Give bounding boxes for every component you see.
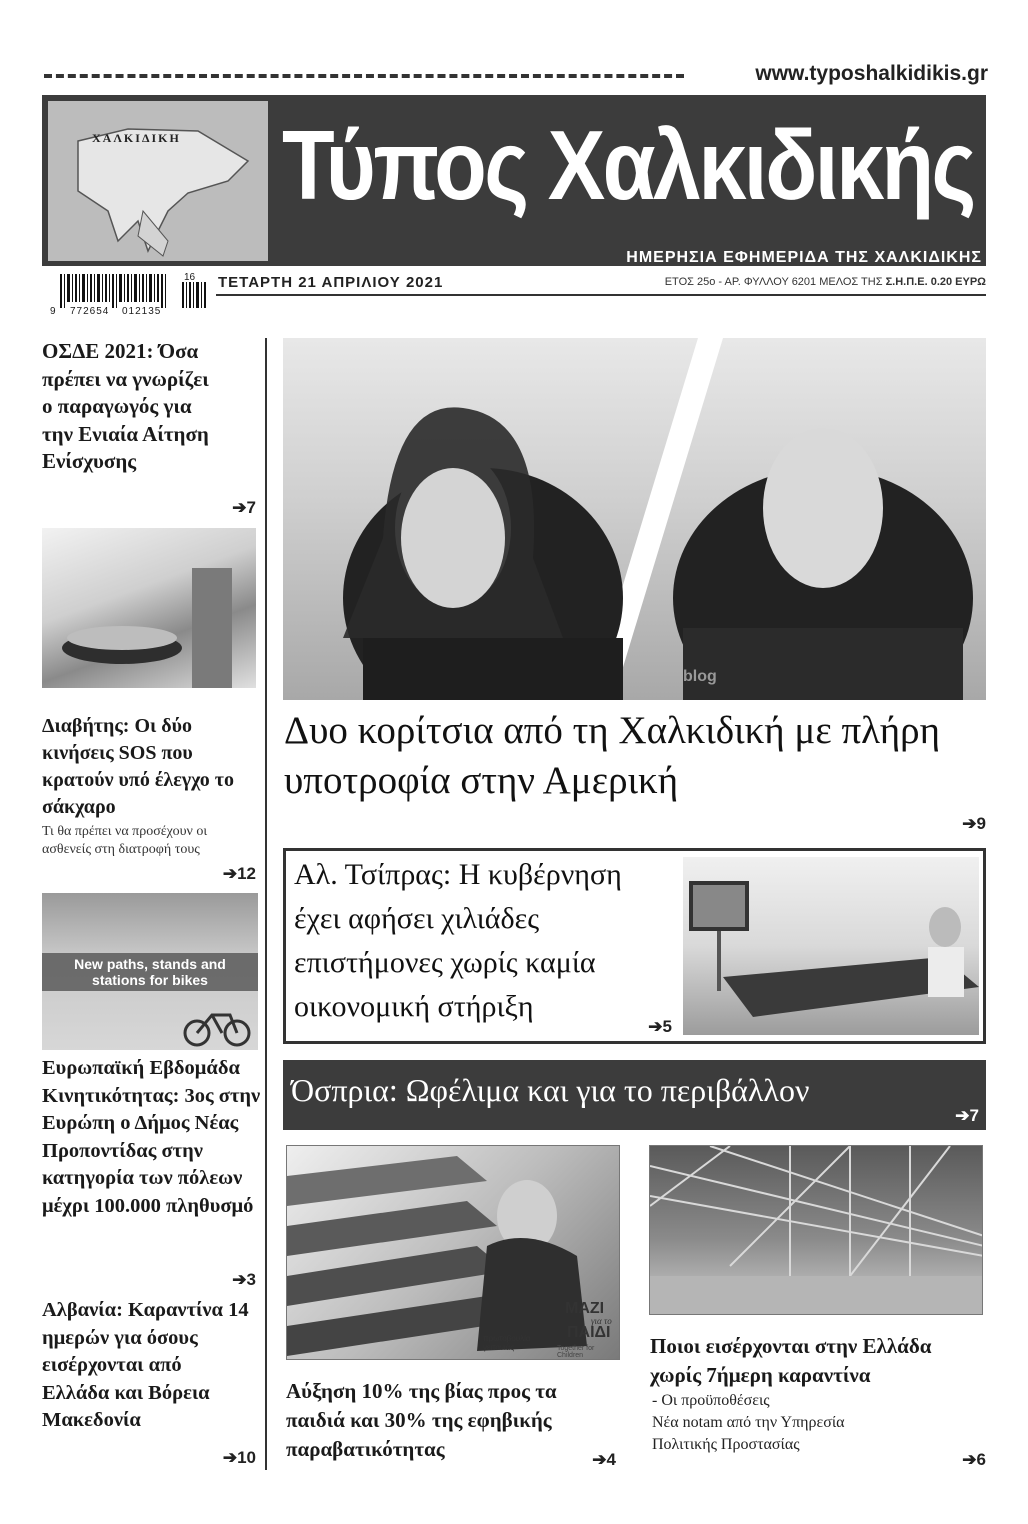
banner-ref: ➔7: [955, 1106, 979, 1125]
lead-headline[interactable]: Δυο κορίτσια από τη Χαλκιδική με πλήρη υποτροφία στην Αμερική: [284, 709, 940, 802]
sidebar-item-mobility-ref: ➔3: [232, 1270, 256, 1289]
mazi-logo-line2: για το: [591, 1316, 612, 1326]
tsipras-ref: ➔5: [648, 1017, 672, 1036]
mazi-logo-line3: ΠΑΙΔΙ: [567, 1324, 611, 1341]
issue-info: [600, 276, 986, 288]
cooking-photo: [42, 528, 256, 688]
barcode-right-digits: 012135: [122, 306, 162, 317]
sidebar-item-mobility-title[interactable]: Ευρωπαϊκή Εβδομάδα Κινητικότητας: 3ος στην Ευρώπη ο Δήμος Νέας Προποντίδας στην κατηγορία των πόλεων μέχρι 100.000 πληθυσμό: [42, 1057, 261, 1217]
barcode-left-digits: 772654: [70, 306, 110, 317]
terminal-roof-icon: [650, 1146, 983, 1315]
video-conference-icon: [683, 857, 979, 1035]
two-girls-portrait-icon: [283, 338, 986, 700]
barcode-addon: 16: [184, 272, 196, 283]
price: 0.20 ΕΥΡΩ: [930, 276, 986, 288]
masthead-title: Τύπος Χαλκιδικής: [282, 110, 974, 220]
banner-ospria[interactable]: [283, 1060, 986, 1130]
lead-ref: ➔9: [962, 814, 986, 833]
bike-paths-photo: [42, 893, 258, 1050]
website-url[interactable]: www.typoshalkidikis.gr: [755, 62, 988, 85]
masthead: [42, 95, 986, 266]
union-name: Σ.Η.Π.Ε.: [885, 276, 928, 288]
quarantine-sub1: - Οι προϋποθέσεις: [652, 1392, 770, 1409]
sidebar-item-diabetes-title[interactable]: Διαβήτης: Οι δύο κινήσεις SOS που κρατούν υπό έλεγχο το σάκχαρο: [42, 715, 234, 818]
quarantine-sub2: Νέα notam από την Υπηρεσία Πολιτικής Προστασίας: [652, 1414, 845, 1453]
issue-number: ΕΤΟΣ 25ο - ΑΡ. ΦΥΛΛΟΥ 6201 ΜΕΛΟΣ ΤΗΣ: [664, 276, 883, 288]
tsipras-photo: [683, 857, 979, 1035]
airport-terminal-photo: [649, 1145, 983, 1315]
mazi-logo-tagline: Together for Children: [557, 1345, 595, 1359]
masthead-subtitle: ΗΜΕΡΗΣΙΑ ΕΦΗΜΕΡΙΔΑ ΤΗΣ ΧΑΛΚΙΔΙΚΗΣ: [626, 249, 982, 266]
violence-headline[interactable]: Αύξηση 10% της βίας προς τα παιδιά και 30% της εφηβικής παραβατικότητας: [286, 1379, 557, 1461]
sidebar-item-diabetes-ref: ➔12: [222, 864, 256, 883]
barcode-lead: 9: [50, 306, 56, 317]
bicycle-icon: [182, 1003, 252, 1048]
sidebar-divider: [265, 338, 267, 1470]
salad-bowl-icon: [42, 528, 256, 688]
bike-photo-caption: New paths, stands and stations for bikes: [74, 956, 226, 988]
tsipras-headline: Αλ. Τσίπρας: Η κυβέρνηση έχει αφήσει χιλιάδες επιστήμονες χωρίς καμία οικονομική στήριξη: [294, 858, 622, 1023]
map-label: ΧΑΛΚΙΔΙΚΗ: [92, 131, 181, 145]
sidebar-item-albania-title[interactable]: Αλβανία: Καραντίνα 14 ημερών για όσους εισέρχονται από Ελλάδα και Βόρεια Μακεδονία: [42, 1299, 249, 1431]
quarantine-headline[interactable]: Ποιοι εισέρχονται στην Ελλάδα χωρίς 7ήμερη καραντίνα: [650, 1334, 932, 1387]
sidebar-item-albania-ref: ➔10: [222, 1448, 256, 1467]
barcode: [50, 274, 208, 322]
violence-ref: ➔4: [592, 1450, 616, 1469]
lead-photo: [283, 338, 986, 700]
header-rule: [216, 294, 986, 296]
tsipras-box[interactable]: [283, 848, 986, 1044]
sidebar-item-diabetes-subtitle: Τι θα πρέπει να προσέχουν οι ασθενείς στη διατροφή τους: [42, 824, 208, 857]
mazi-logo-line1: ΜΑΖΙ: [565, 1300, 605, 1317]
sidebar-item-osde-ref: ➔7: [232, 498, 256, 517]
mazi-logo-initiative: πρωτοβουλία γειτονιάς: [483, 1334, 531, 1352]
dashed-rule: [44, 74, 684, 78]
sidebar-item-osde-title[interactable]: ΟΣΔΕ 2021: Όσα πρέπει να γνωρίζει ο παραγωγός για την Ενιαία Αίτηση Ενίσχυσης: [42, 339, 209, 473]
child-on-stairs-photo: [286, 1145, 620, 1360]
map-icon: [48, 101, 268, 261]
quarantine-ref: ➔6: [962, 1450, 986, 1469]
photo-watermark: blog: [683, 668, 717, 685]
banner-text: Όσπρια: Ωφέλιμα και για το περιβάλλον: [291, 1072, 810, 1108]
issue-date: ΤΕΤΑΡΤΗ 21 ΑΠΡΙΛΙΟΥ 2021: [218, 274, 444, 291]
chalkidiki-map-image: [48, 101, 268, 261]
